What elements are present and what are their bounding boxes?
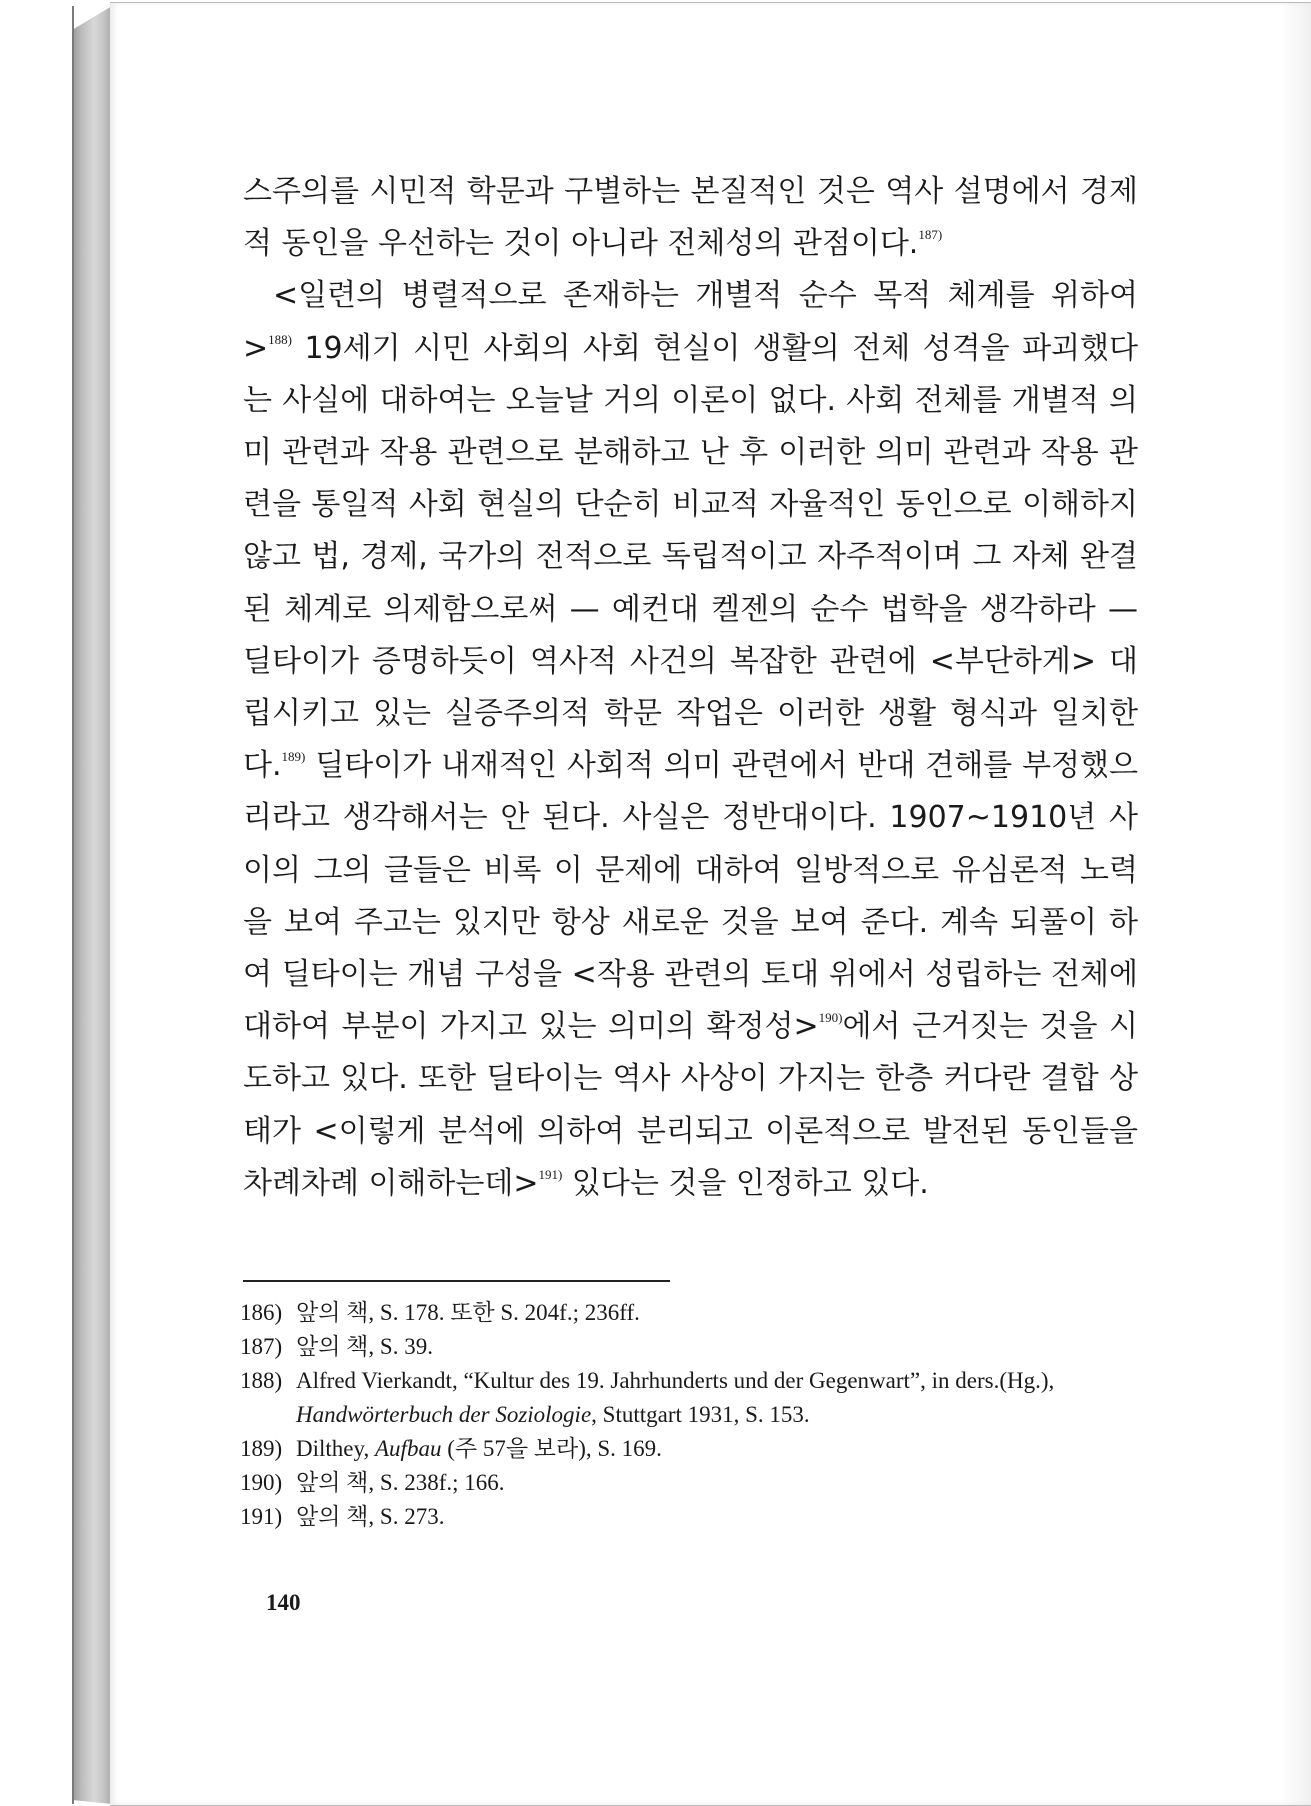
text-run: , Stuttgart 1931, S. 153. [591,1402,810,1427]
text-run: 앞의 책, S. 238f.; 166. [296,1470,505,1495]
footnote-item [240,1330,1140,1364]
footnote-number: 186) [240,1300,283,1325]
text-run: 앞의 책, S. 39. [296,1334,433,1359]
footnote-number: 187) [240,1334,283,1359]
body-text [243,166,1138,1210]
italic-title: Handwörterbuch der Soziologie [296,1402,592,1427]
footnote-number: 191) [240,1504,283,1529]
footnote-item [240,1432,1140,1466]
text-run: (주 57을 보라), S. 169. [441,1436,662,1461]
footnote-text [296,1296,1140,1330]
italic-title: Aufbau [375,1436,442,1461]
text-run: <일련의 병렬적으로 존재하는 개별적 순수 목적 체계를 위하여> [243,278,1138,366]
page-edge-shadow [1281,3,1311,1805]
footnote-item [240,1466,1140,1500]
text-run: 에서 근거짓는 것을 시도하고 있다. 또한 딜타이는 역사 사상이 가지는 한층 커다란 결합 상태가 <이렇게 분석에 의하여 분리되고 이론적으로 발전된 동인들을 차례차례 이해하는데> [243,1009,1138,1201]
footnote-item [240,1500,1140,1534]
footnote-item [240,1364,1140,1432]
text-run: 19세기 시민 사회의 사회 현실이 생활의 전체 성격을 파괴했다는 사실에 대하여는 오늘날 거의 이론이 없다. 사회 전체를 개별적 의미 관련과 작용 관련으로 분해하고 난 후 이러한 의미 관련과 작용 관련을 통일적 사회 현실의 단순히 비교적 자율적인 동인으로 이해하지 않고 법, 경제, 국가의 전적으로 독립적이고 자주적이며 그 자체 완결된 체계로 의제함으로써 — 예컨대 켈젠의 순수 법학을 생각하라 — 딜타이가 증명하듯이 역사적 사건의 복잡한 관련에 <부단하게> 대립시키고 있는 실증주의적 학문 작업은 이러한 생활 형식과 일치한다. [243,330,1138,784]
footnote-number: 190) [240,1470,283,1495]
book-spine [72,6,112,1804]
footnote-text [296,1466,1140,1500]
footnote-reference: 191) [538,1166,563,1182]
footnote-text [296,1364,1140,1432]
footnote-reference: 190) [818,1010,843,1026]
text-run: 스주의를 시민적 학문과 구별하는 본질적인 것은 역사 설명에서 경제적 동인을 우선하는 것이 아니라 전체성의 관점이다. [243,174,1138,262]
footnote-number: 189) [240,1436,283,1461]
page-number: 140 [266,1590,301,1615]
text-run: Alfred Vierkandt, “Kultur des 19. Jahrhunderts und der Gegenwart”, in ders.(Hg.), [296,1368,1055,1393]
text-run: 딜타이가 내재적인 사회적 의미 관련에서 반대 견해를 부정했으리라고 생각해서는 안 된다. 사실은 정반대이다. 1907~1910년 사이의 그의 글들은 비록 이 문제에 대하여 일방적으로 유심론적 노력을 보여 주고는 있지만 항상 새로운 것을 보여 준다. 계속 되풀이 하여 딜타이는 개념 구성을 <작용 관련의 토대 위에서 성립하는 전체에 대하여 부분이 가지고 있는 의미의 확정성> [243,748,1138,1045]
text-run: Dilthey, [296,1436,375,1461]
text-run: 앞의 책, S. 273. [296,1504,445,1529]
footnotes [240,1296,1140,1534]
footnote-reference: 187) [918,227,943,243]
text-run: 앞의 책, S. 178. 또한 S. 204f.; 236ff. [296,1300,640,1325]
spine-edge [72,6,74,1804]
footnote-text [296,1432,1140,1466]
footnote-item [240,1296,1140,1330]
footnote-reference: 188) [268,331,292,347]
text-run: 있다는 것을 인정하고 있다. [562,1165,929,1201]
footnote-separator [243,1280,670,1282]
footnote-text [296,1330,1140,1364]
paragraph [243,270,1138,1210]
footnote-reference: 189) [281,749,306,765]
paragraph [243,166,1138,270]
footnote-number: 188) [240,1368,283,1393]
footnote-text [296,1500,1140,1534]
